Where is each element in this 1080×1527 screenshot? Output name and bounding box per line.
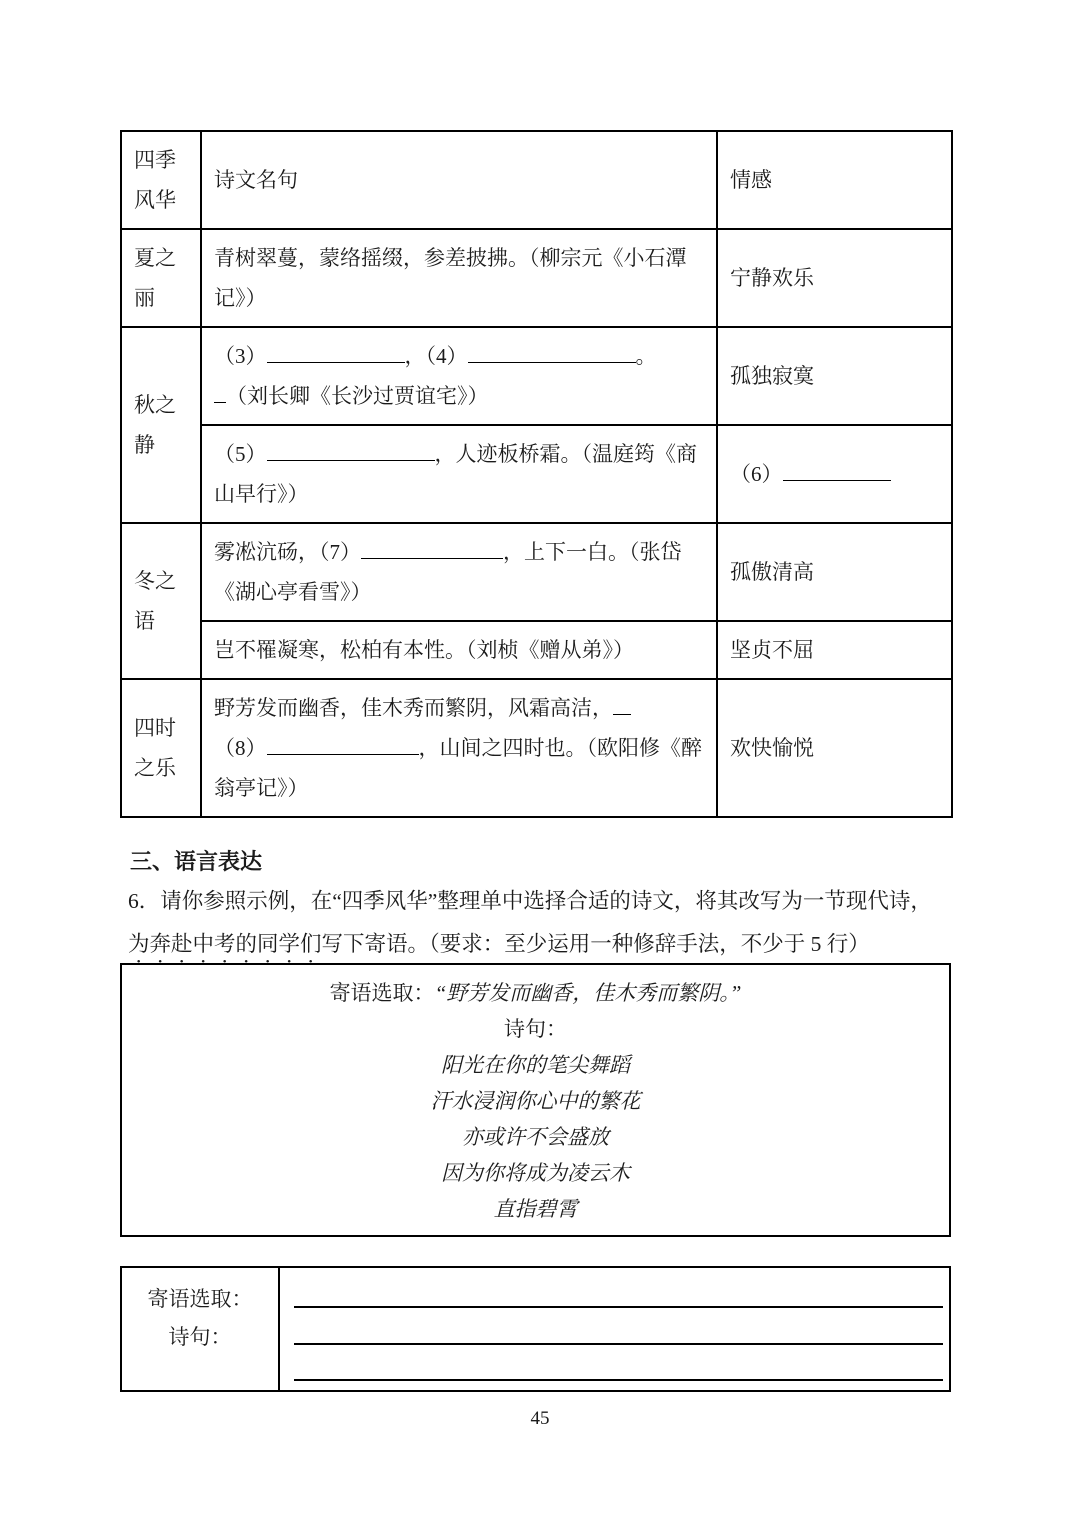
emotion-four-seasons: 欢快愉悦 — [717, 679, 952, 817]
emotion-winter-2: 坚贞不屈 — [717, 621, 952, 679]
verse-winter-2: 岂不罹凝寒，松柏有本性。（刘桢《赠从弟》） — [201, 621, 717, 679]
verse-summer: 青树翠蔓，蒙络摇缀，参差披拂。（柳宗元《小石潭记》） — [201, 229, 717, 327]
example-poem-line-2: 汗水浸润你心中的繁花 — [430, 1089, 641, 1113]
blank-num-8: （8） — [214, 736, 267, 760]
verse-winter-1-pre: 雾凇沆砀，（7） — [214, 540, 361, 564]
verse-four-seasons — [201, 679, 717, 817]
answer-box-write-area — [280, 1268, 949, 1390]
verse-autumn-1 — [201, 327, 717, 425]
fill-blank-3 — [267, 340, 405, 363]
fill-blank-8 — [267, 732, 419, 755]
question-6-line1: 6．请你参照示例，在“四季风华”整理单中选择合适的诗文，将其改写为一节现代诗， — [128, 889, 932, 913]
verse-winter-1-post: ，上下一白。（张岱《湖心亭看雪》） — [214, 540, 682, 604]
answer-write-line-2[interactable] — [294, 1308, 943, 1345]
verse-four-seasons-post: ，山间之四时也。（欧阳修《醉翁亭记》） — [214, 736, 702, 800]
example-answer-box — [120, 963, 951, 1237]
answer-box-labels — [122, 1268, 280, 1390]
example-selection-quote: “野芳发而幽香，佳木秀而繁阴。” — [434, 981, 742, 1005]
example-poem-line-1: 阳光在你的笔尖舞蹈 — [441, 1053, 630, 1077]
question-6 — [128, 880, 958, 968]
header-emotion-column: 情感 — [717, 131, 952, 229]
verse-autumn-2 — [201, 425, 717, 523]
blank-num-5: （5） — [214, 442, 267, 466]
page-number: 45 — [530, 1408, 550, 1429]
example-selection-label: 寄语选取： — [329, 981, 435, 1005]
emotion-autumn-2 — [717, 425, 952, 523]
answer-poem-label: 诗句： — [168, 1325, 232, 1349]
fill-blank-5 — [267, 438, 435, 461]
section-heading: 三、语言表达 — [130, 849, 263, 874]
fill-blank-7 — [361, 536, 503, 559]
answer-selection-label: 寄语选取： — [147, 1287, 253, 1311]
table-row-winter-1 — [121, 523, 952, 621]
answer-write-line-3[interactable] — [294, 1345, 943, 1381]
table-row-summer — [121, 229, 952, 327]
seasons-poetry-table — [120, 130, 953, 818]
table-header-row — [121, 131, 952, 229]
table-row-autumn-2 — [121, 425, 952, 523]
season-summer: 夏之丽 — [121, 229, 201, 327]
seasons-poetry-table-wrap — [120, 130, 951, 818]
verse-four-seasons-line1: 野芳发而幽香，佳木秀而繁阴，风霜高洁， — [214, 696, 613, 720]
fill-blank-8-lead — [613, 692, 631, 715]
table-row-four-seasons — [121, 679, 952, 817]
verse-autumn-2-rest: ，人迹板桥霜。（温庭筠《商山早行》） — [214, 442, 697, 506]
question-6-line2-rest: 写下寄语。（要求：至少运用一种修辞手法，不少于 5 行） — [321, 932, 870, 956]
answer-write-line-1[interactable] — [294, 1268, 943, 1308]
verse-autumn-1-mid: ，（4） — [404, 344, 468, 368]
student-answer-box — [120, 1266, 951, 1392]
fill-blank-6 — [783, 458, 891, 481]
table-row-autumn-1 — [121, 327, 952, 425]
verse-autumn-1-source: （刘长卿《长沙过贾谊宅》） — [226, 384, 489, 408]
header-season-column: 四季风华 — [121, 131, 201, 229]
example-poem-line-5: 直指碧霄 — [493, 1197, 578, 1221]
season-winter: 冬之语 — [121, 523, 201, 679]
season-autumn: 秋之静 — [121, 327, 201, 523]
fill-blank-4 — [468, 340, 636, 363]
blank-num-3: （3） — [214, 344, 267, 368]
example-poem-line-4: 因为你将成为凌云木 — [441, 1161, 630, 1185]
emotion-autumn-1: 孤独寂寞 — [717, 327, 952, 425]
question-6-emphasized: 为奔赴中考的同学们 — [128, 932, 322, 956]
verse-winter-1 — [201, 523, 717, 621]
example-poem-line-3: 亦或许不会盛放 — [462, 1125, 609, 1149]
emotion-summer: 宁静欢乐 — [717, 229, 952, 327]
example-selection-line — [122, 975, 949, 1011]
example-poem-label: 诗句： — [504, 1017, 567, 1041]
blank-num-6: （6） — [730, 462, 783, 486]
header-verse-column: 诗文名句 — [201, 131, 717, 229]
emotion-winter-1: 孤傲清高 — [717, 523, 952, 621]
fill-blank-4-tail — [214, 380, 226, 403]
verse-autumn-1-period: 。 — [635, 344, 657, 368]
season-four-seasons: 四时之乐 — [121, 679, 201, 817]
table-row-winter-2 — [121, 621, 952, 679]
